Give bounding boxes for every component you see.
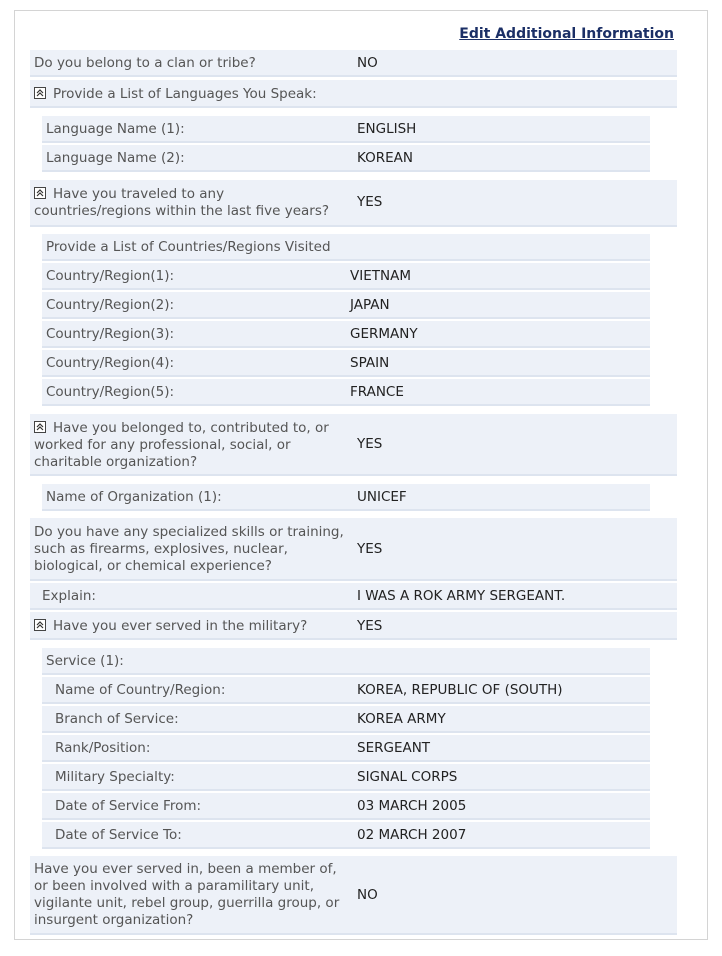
service-heading-row [42, 648, 650, 675]
paramilitary-question-line-4: insurgent organization? [34, 912, 194, 928]
travel-question [34, 186, 329, 220]
paramilitary-question-line-2: or been involved with a paramilitary unit, [34, 878, 314, 894]
service-label-branch: Branch of Service: [55, 711, 179, 727]
language-label-2: Language Name (2): [46, 150, 185, 166]
clan-tribe-answer: NO [357, 55, 378, 71]
skills-explain-row [30, 583, 677, 610]
organization-value-1: UNICEF [357, 489, 407, 505]
service-row-country [42, 677, 650, 704]
country-label-3: Country/Region(3): [46, 326, 175, 342]
organization-row-1 [42, 484, 650, 511]
country-value-2: JAPAN [350, 297, 390, 313]
service-label-rank: Rank/Position: [55, 740, 151, 756]
collapse-toggle-icon[interactable] [34, 187, 46, 199]
country-row-1 [42, 263, 650, 290]
service-label-date-from: Date of Service From: [55, 798, 202, 814]
travel-answer: YES [357, 194, 383, 210]
language-row-1 [42, 116, 650, 143]
service-label-specialty: Military Specialty: [55, 769, 175, 785]
country-value-4: SPAIN [350, 355, 390, 371]
paramilitary-question-line-3: vigilante unit, rebel group, guerrilla group, or [34, 895, 340, 911]
country-label-4: Country/Region(4): [46, 355, 175, 371]
organization-label-1: Name of Organization (1): [46, 489, 222, 505]
languages-heading-row [30, 80, 677, 108]
skills-explain-value: I WAS A ROK ARMY SERGEANT. [357, 588, 566, 604]
collapse-toggle-icon[interactable] [34, 619, 46, 631]
service-row-branch [42, 706, 650, 733]
paramilitary-question-line-1: Have you ever served in, been a member of, [34, 861, 337, 877]
country-value-3: GERMANY [350, 326, 418, 342]
organization-question [34, 420, 329, 471]
languages-heading-label: Provide a List of Languages You Speak: [53, 86, 317, 102]
service-value-branch: KOREA ARMY [357, 711, 446, 727]
paramilitary-answer: NO [357, 887, 378, 903]
languages-heading [34, 86, 317, 103]
skills-question [34, 524, 344, 575]
country-row-4 [42, 350, 650, 377]
service-row-date-to [42, 822, 650, 849]
organization-question-line-2: worked for any professional, social, or [34, 437, 291, 453]
language-row-2 [42, 145, 650, 172]
country-row-2 [42, 292, 650, 319]
travel-question-row [30, 180, 677, 227]
language-value-1: ENGLISH [357, 121, 417, 137]
countries-list-heading-row [42, 234, 650, 261]
military-answer: YES [357, 618, 383, 634]
country-value-1: VIETNAM [350, 268, 411, 284]
country-row-3 [42, 321, 650, 348]
skills-explain-label: Explain: [42, 588, 96, 604]
paramilitary-question [34, 861, 339, 929]
paramilitary-question-row [30, 856, 677, 935]
language-value-2: KOREAN [357, 150, 413, 166]
service-row-date-from [42, 793, 650, 820]
clan-tribe-row [30, 50, 677, 77]
clan-tribe-question: Do you belong to a clan or tribe? [34, 55, 256, 71]
service-value-country: KOREA, REPUBLIC OF (SOUTH) [357, 682, 563, 698]
service-row-rank [42, 735, 650, 762]
country-row-5 [42, 379, 650, 406]
country-label-1: Country/Region(1): [46, 268, 175, 284]
skills-question-row [30, 518, 677, 581]
countries-list-heading: Provide a List of Countries/Regions Visited [46, 239, 331, 255]
military-question [34, 618, 307, 635]
collapse-toggle-icon[interactable] [34, 87, 46, 99]
service-value-date-to: 02 MARCH 2007 [357, 827, 467, 843]
military-question-label: Have you ever served in the military? [53, 618, 308, 634]
skills-answer: YES [357, 541, 383, 557]
organization-question-line-3: charitable organization? [34, 454, 198, 470]
service-value-specialty: SIGNAL CORPS [357, 769, 458, 785]
collapse-toggle-icon[interactable] [34, 421, 46, 433]
service-row-specialty [42, 764, 650, 791]
service-label-country: Name of Country/Region: [55, 682, 226, 698]
service-heading: Service (1): [46, 653, 124, 669]
country-label-5: Country/Region(5): [46, 384, 175, 400]
skills-question-line-1: Do you have any specialized skills or training, [34, 524, 344, 540]
organization-question-line-1: Have you belonged to, contributed to, or [53, 420, 329, 436]
military-question-row [30, 612, 677, 640]
country-label-2: Country/Region(2): [46, 297, 175, 313]
service-value-date-from: 03 MARCH 2005 [357, 798, 467, 814]
travel-question-line-1: Have you traveled to any [53, 186, 225, 202]
skills-question-line-2: such as firearms, explosives, nuclear, [34, 541, 288, 557]
country-value-5: FRANCE [350, 384, 404, 400]
language-label-1: Language Name (1): [46, 121, 185, 137]
service-label-date-to: Date of Service To: [55, 827, 182, 843]
service-value-rank: SERGEANT [357, 740, 431, 756]
organization-question-row [30, 414, 677, 476]
edit-additional-information-link[interactable]: Edit Additional Information [459, 26, 674, 42]
skills-question-line-3: biological, or chemical experience? [34, 558, 272, 574]
travel-question-line-2: countries/regions within the last five years? [34, 203, 330, 219]
organization-answer: YES [357, 436, 383, 452]
